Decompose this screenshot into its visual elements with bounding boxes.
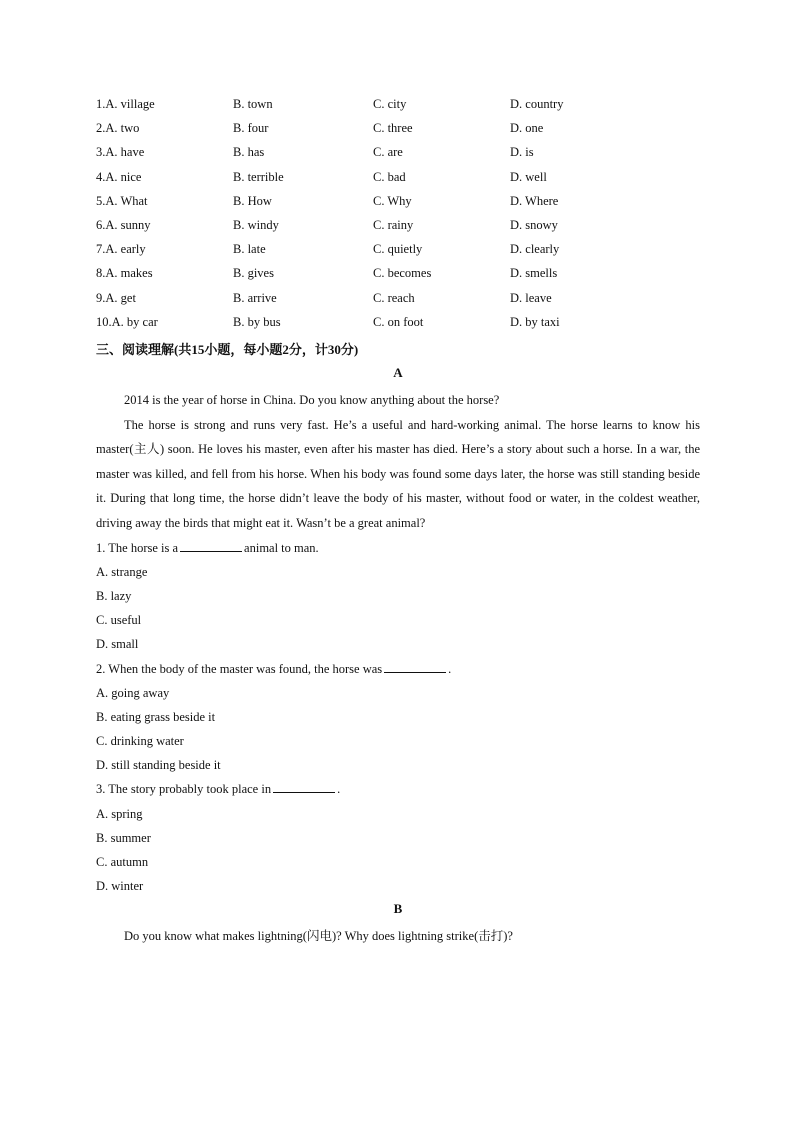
option-row: 10.A. by car B. by bus C. on foot D. by taxi [96, 314, 560, 329]
question-2-option: A. going away [96, 685, 170, 700]
passage-b-label: B [393, 901, 403, 917]
option-row: 3.A. have B. has C. are D. is [96, 145, 534, 160]
passage-a-label: A [393, 365, 403, 380]
question-1-option: C. useful [96, 613, 142, 628]
question-2-stem: 2. When the body of the master was found, the horse was . [96, 661, 452, 676]
question-3-option: B. summer [96, 830, 151, 845]
question-2-option: B. eating grass beside it [96, 709, 216, 724]
question-1-option: A. strange [96, 564, 148, 579]
answer-blank [384, 661, 446, 673]
question-1-option: D. small [96, 637, 139, 652]
option-row: 1.A. village B. town C. city D. country [96, 97, 564, 111]
passage-b-paragraph-1: Do you know what makes lightning(闪电)? Why does lightning strike(击打)? [124, 929, 513, 944]
option-row: 9.A. get B. arrive C. reach D. leave [96, 290, 552, 305]
option-row: 5.A. What B. How C. Why D. Where [96, 193, 559, 208]
section-title: 三、阅读理解(共15小题，每小题2分，计30分) [96, 342, 359, 357]
cloze-options-table [96, 96, 716, 338]
question-2-option: C. drinking water [96, 734, 184, 749]
question-1-stem: 1. The horse is a animal to man. [96, 540, 319, 555]
option-row: 2.A. two B. four C. three D. one [96, 121, 544, 136]
reading-section [96, 364, 700, 949]
passage-a-paragraph-1: 2014 is the year of horse in China. Do you know anything about the horse? [124, 393, 500, 407]
question-1-option: B. lazy [96, 588, 132, 603]
question-2-option: D. still standing beside it [96, 758, 221, 773]
answer-blank [273, 781, 335, 793]
answer-blank [180, 540, 242, 552]
passage-a-paragraph-2: The horse is strong and runs very fast. He’s a useful and hard-working animal. The horse learns to know his master(主人) soon. He loves his master, even after his master has died. Here’s a story about such a horse. In a war, the master was killed, and fell from his horse. When his body was found some days later, the horse was still standing beside it. During that long time, the horse didn’t leave the body of his master, without food or water, in the coldest weather, driving away the birds that might eat it. Wasn’t be a great animal? [96, 417, 700, 530]
option-row: 4.A. nice B. terrible C. bad D. well [96, 169, 547, 184]
question-3-option: C. autumn [96, 855, 149, 869]
question-3-option: A. spring [96, 806, 143, 821]
question-3-stem: 3. The story probably took place in . [96, 782, 341, 797]
option-row: 7.A. early B. late C. quietly D. clearly [96, 242, 560, 257]
question-3-option: D. winter [96, 879, 144, 894]
option-row: 6.A. sunny B. windy C. rainy D. snowy [96, 217, 558, 232]
option-row: 8.A. makes B. gives C. becomes D. smells [96, 266, 558, 281]
